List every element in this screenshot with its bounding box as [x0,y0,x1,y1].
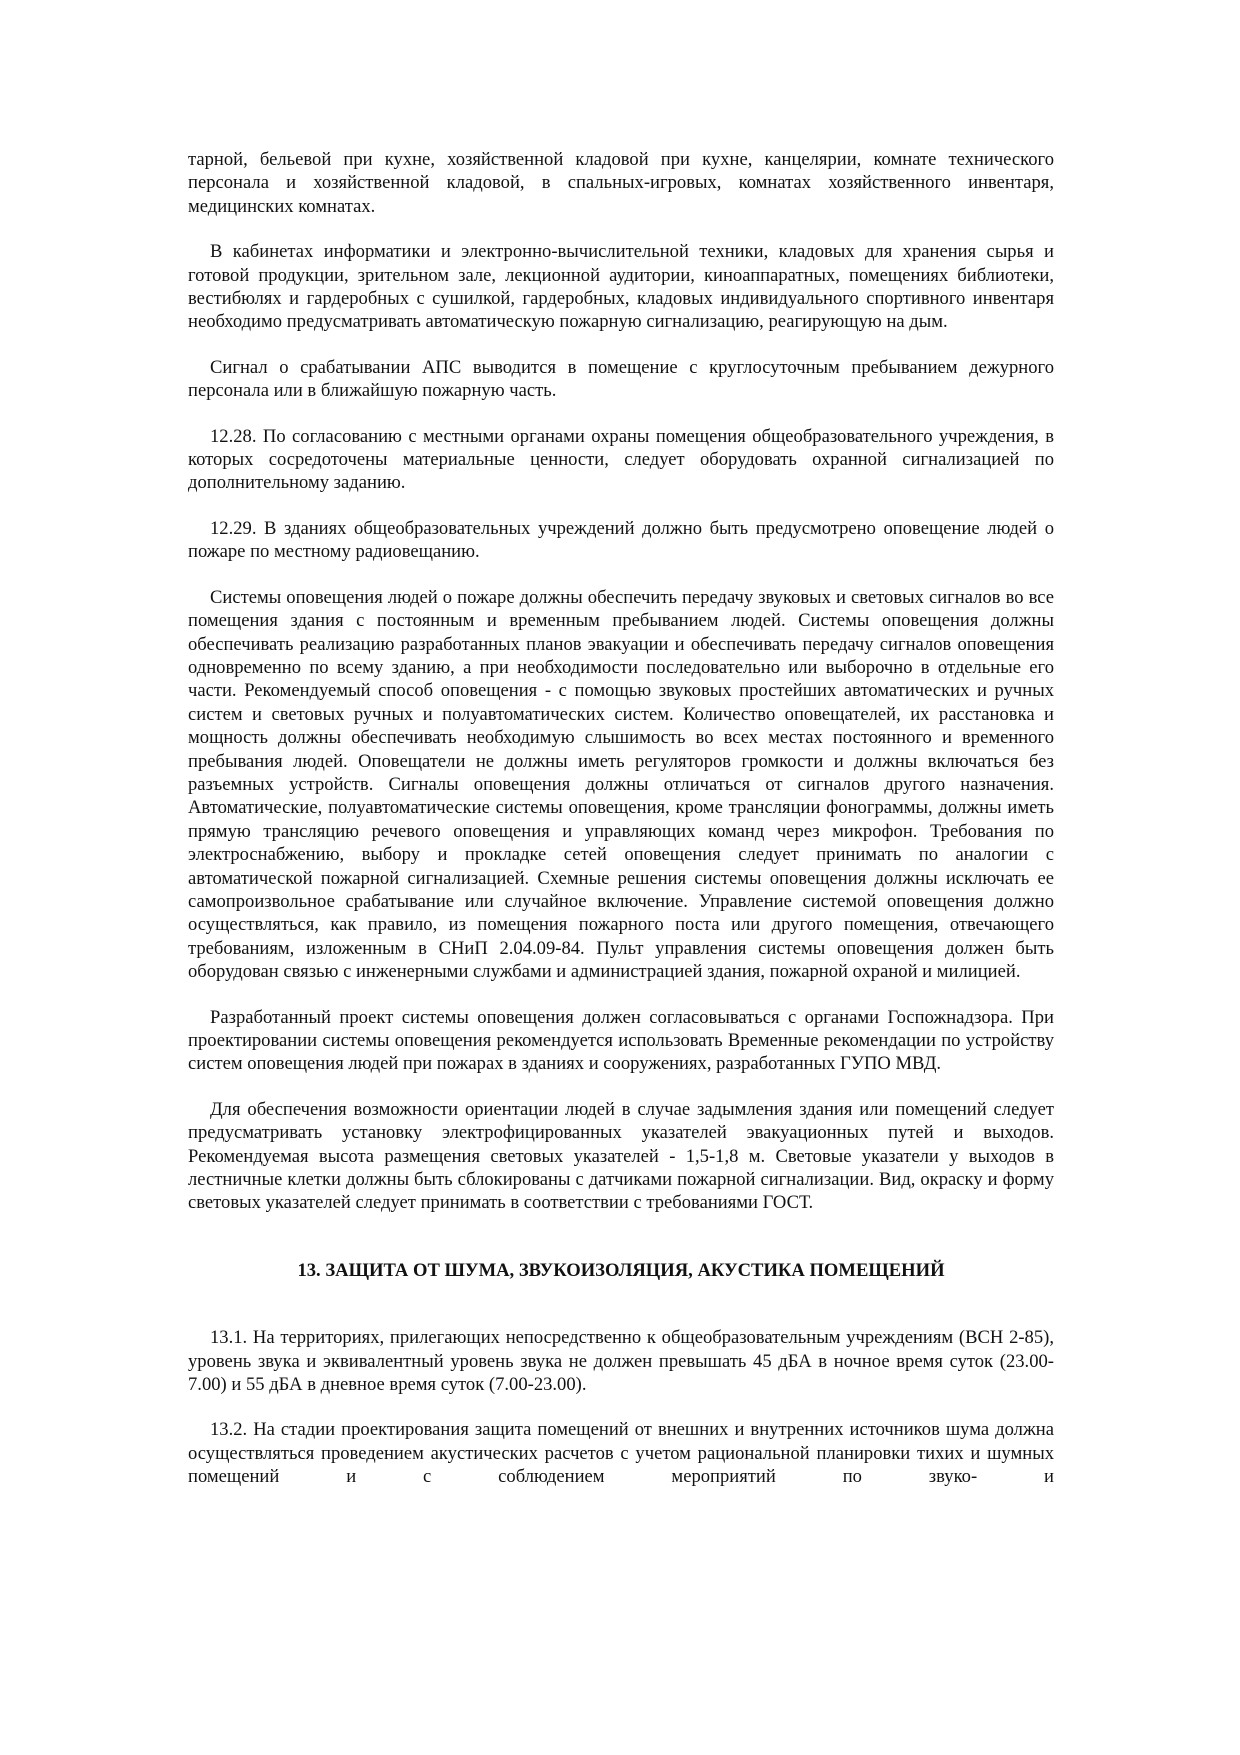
section-heading-13: 13. ЗАЩИТА ОТ ШУМА, ЗВУКОИЗОЛЯЦИЯ, АКУСТИКА ПОМЕЩЕНИЙ [297,1259,945,1281]
paragraph-evacuation-signs: Для обеспечения возможности ориентации людей в случае задымления здания или помещений следует предусматривать установку электрофицированных указателей эвакуационных путей и выходов. Рекомендуемая высота размещения световых указателей - 1,5-1,8 м. Световые указатели у выходов в лестничные клетки должны быть сблокированы с датчиками пожарной сигнализации. Вид, окраску и форму световых указателей следует принимать в соответствии с требованиями ГОСТ. [188,1098,1054,1214]
paragraph-smoke-alarm-rooms: В кабинетах информатики и электронно-вычислительной техники, кладовых для хранения сырья и готовой продукции, зрительном зале, лекционной аудитории, киноаппаратных, помещениях библиотеки, вестибюлях и гардеробных с сушилкой, гардеробных, кладовых индивидуального спортивного инвентаря необходимо предусматривать автоматическую пожарную сигнализацию, реагирующую на дым. [188,241,1054,333]
document-page [188,148,1054,1511]
paragraph-continuation: тарной, бельевой при кухне, хозяйственной кладовой при кухне, канцелярии, комнате технического персонала и хозяйственной кладовой, в спальных-игровых, комнатах хозяйственного инвентаря, медицинских комнатах. [188,149,1054,217]
paragraph-12-29: 12.29. В зданиях общеобразовательных учреждений должно быть предусмотрено оповещение людей о пожаре по местному радиовещанию. [188,517,1054,563]
paragraph-13-1: 13.1. На территориях, прилегающих непосредственно к общеобразовательным учреждениям (ВСН 2-85), уровень звука и эквивалентный уровень звука не должен превышать 45 дБА в ночное время суток (23.00-7.00) и 55 дБА в дневное время суток (7.00-23.00). [188,1327,1054,1396]
paragraph-warning-systems: Системы оповещения людей о пожаре должны обеспечить передачу звуковых и световых сигналов во все помещения здания с постоянным и временным пребыванием людей. Системы оповещения должны обеспечивать реализацию разработанных планов эвакуации и обеспечивать передачу сигналов оповещения одновременно по всему зданию, а при необходимости последовательно или выборочно в отдельные его части. Рекомендуемый способ оповещения - с помощью звуковых простейших автоматических и ручных систем и световых ручных и полуавтоматических систем. Количество оповещателей, их расстановка и мощность должны обеспечивать необходимую слышимость во всех местах постоянного и временного пребывания людей. Оповещатели не должны иметь регуляторов громкости и должны включаться без разъемных устройств. Сигналы оповещения должны отличаться от сигналов другого назначения. Автоматические, полуавтоматические системы оповещения, кроме трансляции фонограммы, должны иметь прямую трансляцию речевого оповещения и управляющих команд через микрофон. Требования по электроснабжению, выбору и прокладке сетей оповещения следует принимать по аналогии с автоматической пожарной сигнализацией. Схемные решения системы оповещения должны исключать ее самопроизвольное срабатывание или случайное включение. Управление системой оповещения должно осуществляться, как правило, из помещения пожарного поста или другого помещения, отвечающего требованиям, изложенным в СНиП 2.04.09-84. Пульт управления системы оповещения должен быть оборудован связью с инженерными службами и администрацией здания, пожарной охраной и милицией. [188,586,1054,983]
paragraph-aps-signal: Сигнал о срабатывании АПС выводится в помещение с круглосуточным пребыванием дежурного персонала или в ближайшую пожарную часть. [188,356,1054,402]
paragraph-13-2: 13.2. На стадии проектирования защита помещений от внешних и внутренних источников шума должна осуществляться проведением акустических расчетов с учетом рациональной планировки тихих и шумных помещений и с соблюдением мероприятий по звуко- и [188,1419,1054,1488]
paragraph-12-28: 12.28. По согласованию с местными органами охраны помещения общеобразовательного учреждения, в которых сосредоточены материальные ценности, следует оборудовать охранной сигнализацией по дополнительному заданию. [188,425,1054,494]
paragraph-project-approval: Разработанный проект системы оповещения должен согласовываться с органами Госпожнадзора. При проектировании системы оповещения рекомендуется использовать Временные рекомендации по устройству систем оповещения людей при пожарах в зданиях и сооружениях, разработанных ГУПО МВД. [188,1006,1054,1075]
